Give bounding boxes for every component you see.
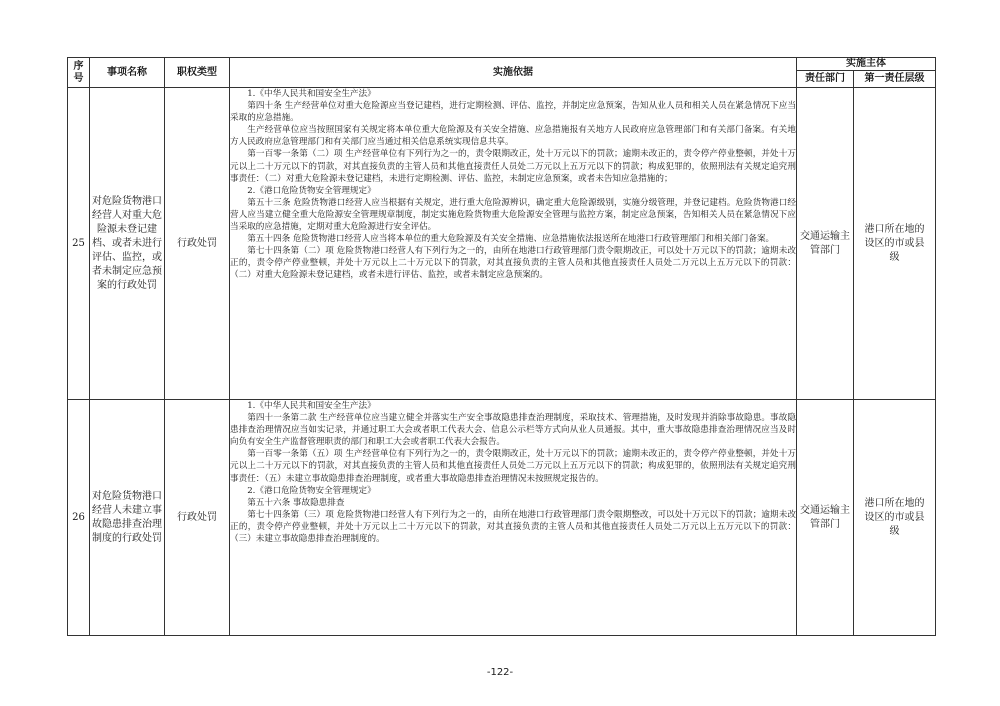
row-dept: 交通运输主管部门 (797, 400, 854, 636)
basis-paragraph: 生产经营单位应当按照国家有关规定将本单位重大危险源及有关安全措施、应急措施报有关地方人民政府应急管理部门和有关部门备案。有关地方人民政府应急管理部门和有关部门应当通过相关信息系统实现信息共享。 (230, 125, 796, 148)
basis-paragraph: 第一百零一条第（五）项 生产经营单位有下列行为之一的，责令限期改正，处十万元以下的罚款；逾期未改正的，责令停产停业整顿，并处十万元以上二十万元以下的罚款，对其直接负责的主管人员和其他直接责任人员处二万元以上五万元以下的罚款；构成犯罪的，依照刑法有关规定追究刑事责任：（五）未建立事故隐患排查治理制度，或者重大事故隐患排查治理情况未按照规定报告的。 (230, 449, 796, 484)
row-basis (230, 400, 797, 636)
basis-paragraph: 2.《港口危险货物安全管理规定》 (247, 485, 376, 496)
row-power-type: 行政处罚 (165, 88, 230, 400)
enforcement-table (67, 57, 936, 636)
basis-paragraph: 第一百零一条第（二）项 生产经营单位有下列行为之一的，责令限期改正，处十万元以下的罚款；逾期未改正的，责令停产停业整顿，并处十万元以上二十万元以下的罚款，对其直接负责的主管人员和其他直接责任人员处二万元以上五万元以下的罚款；构成犯罪的，依照刑法有关规定追究刑事责任：（二）对重大危险源未登记建档，未进行定期检测、评估、监控，未制定应急预案，或者未告知应急措施的； (230, 149, 796, 184)
row-seq: 26 (68, 400, 90, 636)
basis-paragraph: 第五十六条 事故隐患排查 (247, 497, 345, 508)
basis-paragraph: 2.《港口危险货物安全管理规定》 (247, 185, 376, 196)
basis-paragraph: 第七十四条第（三）项 危险货物港口经营人有下列行为之一的，由所在地港口行政管理部门责令限期整改，可以处十万元以下的罚款；逾期未改正的，责令停产停业整顿，并处十万元以上二十万元以下的罚款，对其直接负责的主管人员和其他直接责任人员处二万元以上五万元以下的罚款：（三）未建立事故隐患排查治理制度的。 (230, 509, 796, 545)
row-level: 港口所在地的设区的市或县级 (854, 88, 936, 400)
row-item-name: 对危险货物港口经营人对重大危险源未登记建档、或者未进行评估、监控，或者未制定应急预案的行政处罚 (90, 88, 165, 400)
basis-paragraph: 1.《中华人民共和国安全生产法》 (247, 89, 376, 99)
header-seq: 序 号 (68, 58, 90, 88)
basis-paragraph: 第五十四条 危险货物港口经营人应当将本单位的重大危险源及有关安全措施、应急措施依法报送所在地港口行政管理部门和相关部门备案。 (247, 234, 775, 245)
row-seq: 25 (68, 88, 90, 400)
row-level: 港口所在地的设区的市或县级 (854, 400, 936, 636)
header-item-name: 事项名称 (90, 58, 165, 88)
row-power-type: 行政处罚 (165, 400, 230, 636)
page-number: -122- (486, 667, 514, 678)
basis-paragraph: 第四十一条第二款 生产经营单位应当建立健全并落实生产安全事故隐患排查治理制度，采取技术、管理措施，及时发现并消除事故隐患。事故隐患排查治理情况应当如实记录，并通过职工大会或者职工代表大会、信息公示栏等方式向从业人员通报。其中，重大事故隐患排查治理情况应当及时向负有安全生产监督管理职责的部门和职工大会或者职工代表大会报告。 (230, 413, 796, 448)
row-item-name: 对危险货物港口经营人未建立事故隐患排查治理制度的行政处罚 (90, 400, 165, 636)
basis-paragraph: 第四十条 生产经营单位对重大危险源应当登记建档，进行定期检测、评估、监控，并制定应急预案，告知从业人员和相关人员在紧急情况下应当采取的应急措施。 (230, 101, 796, 124)
table-row (68, 88, 936, 400)
basis-paragraph: 第五十三条 危险货物港口经营人应当根据有关规定，进行重大危险源辨识，确定重大危险源级别，实施分级管理，并登记建档。危险货物港口经营人应当建立健全重大危险源安全管理规章制度，制定实施危险货物重大危险源安全管理与监控方案，制定应急预案，告知相关人员在紧急情况下应当采取的应急措施，定期对重大危险源进行安全评估。 (230, 197, 796, 233)
header-level: 第一责任层级 (854, 71, 936, 88)
header-dept: 责任部门 (797, 71, 854, 88)
header-power-type: 职权类型 (165, 58, 230, 88)
header-subject: 实施主体 (797, 58, 936, 71)
basis-paragraph: 第七十四条第（二）项 危险货物港口经营人有下列行为之一的，由所在地港口行政管理部门责令限期改正，可以处十万元以下的罚款；逾期未改正的，责令停产停业整顿，并处十万元以上二十万元以下的罚款，对其直接负责的主管人员和其他直接责任人员处二万元以上五万元以下的罚款：（二）对重大危险源未登记建档，或者未进行评估、监控，或者未制定应急预案的。 (230, 246, 796, 281)
basis-paragraph: 1.《中华人民共和国安全生产法》 (247, 401, 376, 411)
table-row (68, 400, 936, 636)
row-dept: 交通运输主管部门 (797, 88, 854, 400)
header-basis: 实施依据 (230, 58, 797, 88)
row-basis (230, 88, 797, 400)
